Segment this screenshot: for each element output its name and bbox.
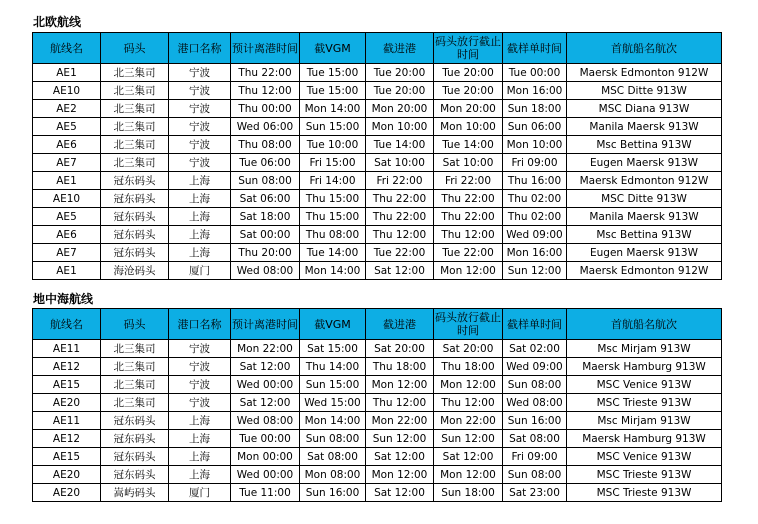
section-title-north-europe: 北欧航线 [33,15,82,29]
cell-port: 厦门 [169,262,231,280]
cell-terminal: 冠东码头 [101,208,169,226]
table-row [33,154,722,172]
cell-gate-in-cutoff: Thu 12:00 [366,226,434,244]
cell-vgm-cutoff: Thu 08:00 [300,226,366,244]
column-header-terminal: 码头 [101,33,169,64]
cell-vgm-cutoff: Sun 08:00 [300,430,366,448]
cell-port: 宁波 [169,376,231,394]
column-header-route: 航线名 [33,309,101,340]
header-row [33,33,722,64]
cell-gate-in-cutoff: Thu 22:00 [366,190,434,208]
cell-port: 宁波 [169,136,231,154]
cell-route: AE7 [33,154,101,172]
cell-etd: Sat 12:00 [231,394,300,412]
cell-si-cutoff: Sun 08:00 [503,376,567,394]
table-row [33,448,722,466]
cell-etd: Thu 08:00 [231,136,300,154]
cell-si-cutoff: Sat 02:00 [503,340,567,358]
cell-port: 宁波 [169,82,231,100]
cell-gate-in-cutoff: Thu 18:00 [366,358,434,376]
cell-release-cutoff: Thu 12:00 [434,394,503,412]
cell-etd: Thu 22:00 [231,64,300,82]
table-row [33,376,722,394]
cell-gate-in-cutoff: Sat 10:00 [366,154,434,172]
cell-first-vessel: Manila Maersk 913W [567,208,722,226]
cell-terminal: 冠东码头 [101,190,169,208]
cell-gate-in-cutoff: Sat 20:00 [366,340,434,358]
cell-si-cutoff: Fri 09:00 [503,448,567,466]
cell-port: 宁波 [169,154,231,172]
cell-first-vessel: MSC Trieste 913W [567,484,722,502]
cell-port: 宁波 [169,64,231,82]
cell-port: 宁波 [169,100,231,118]
cell-terminal: 北三集司 [101,100,169,118]
cell-vgm-cutoff: Sun 16:00 [300,484,366,502]
cell-port: 宁波 [169,118,231,136]
cell-si-cutoff: Sun 12:00 [503,262,567,280]
cell-si-cutoff: Thu 02:00 [503,190,567,208]
cell-terminal: 北三集司 [101,394,169,412]
cell-route: AE15 [33,376,101,394]
cell-release-cutoff: Mon 22:00 [434,412,503,430]
cell-terminal: 北三集司 [101,340,169,358]
cell-route: AE2 [33,100,101,118]
cell-gate-in-cutoff: Tue 22:00 [366,244,434,262]
cell-vgm-cutoff: Wed 15:00 [300,394,366,412]
column-header-gate-in-cutoff: 截进港 [366,33,434,64]
cell-route: AE15 [33,448,101,466]
cell-port: 上海 [169,190,231,208]
cell-first-vessel: Maersk Edmonton 912W [567,262,722,280]
cell-route: AE10 [33,82,101,100]
cell-si-cutoff: Thu 02:00 [503,208,567,226]
table-row [33,118,722,136]
table-row [33,484,722,502]
cell-terminal: 冠东码头 [101,412,169,430]
cell-si-cutoff: Mon 16:00 [503,82,567,100]
cell-first-vessel: MSC Ditte 913W [567,190,722,208]
cell-etd: Tue 11:00 [231,484,300,502]
cell-etd: Wed 00:00 [231,466,300,484]
cell-vgm-cutoff: Thu 15:00 [300,208,366,226]
cell-si-cutoff: Sun 16:00 [503,412,567,430]
cell-vgm-cutoff: Fri 15:00 [300,154,366,172]
cell-gate-in-cutoff: Sat 12:00 [366,262,434,280]
cell-first-vessel: MSC Trieste 913W [567,394,722,412]
table-row [33,244,722,262]
cell-si-cutoff: Thu 16:00 [503,172,567,190]
cell-first-vessel: MSC Diana 913W [567,100,722,118]
cell-first-vessel: Maersk Hamburg 913W [567,358,722,376]
table-row [33,82,722,100]
cell-etd: Thu 20:00 [231,244,300,262]
cell-terminal: 冠东码头 [101,244,169,262]
cell-release-cutoff: Mon 10:00 [434,118,503,136]
cell-terminal: 北三集司 [101,136,169,154]
cell-route: AE12 [33,430,101,448]
cell-vgm-cutoff: Fri 14:00 [300,172,366,190]
cell-first-vessel: Eugen Maersk 913W [567,244,722,262]
cell-etd: Mon 00:00 [231,448,300,466]
cell-first-vessel: Maersk Edmonton 912W [567,172,722,190]
column-header-release-cutoff: 码头放行截止时间 [434,309,503,340]
cell-route: AE1 [33,262,101,280]
cell-release-cutoff: Sat 20:00 [434,340,503,358]
column-header-first-vessel: 首航船名航次 [567,309,722,340]
cell-terminal: 北三集司 [101,376,169,394]
cell-route: AE7 [33,244,101,262]
cell-gate-in-cutoff: Sun 12:00 [366,430,434,448]
cell-first-vessel: Eugen Maersk 913W [567,154,722,172]
cell-route: AE6 [33,136,101,154]
cell-release-cutoff: Mon 12:00 [434,466,503,484]
cell-release-cutoff: Tue 22:00 [434,244,503,262]
table-row [33,136,722,154]
schedule-table-north-europe [32,32,722,280]
cell-gate-in-cutoff: Thu 12:00 [366,394,434,412]
cell-etd: Wed 08:00 [231,262,300,280]
cell-release-cutoff: Sat 12:00 [434,448,503,466]
cell-port: 厦门 [169,484,231,502]
table-row [33,358,722,376]
schedule-table-mediterranean [32,308,722,502]
cell-port: 上海 [169,244,231,262]
cell-etd: Sun 08:00 [231,172,300,190]
cell-route: AE20 [33,466,101,484]
cell-terminal: 北三集司 [101,154,169,172]
cell-vgm-cutoff: Sun 15:00 [300,376,366,394]
cell-vgm-cutoff: Sun 15:00 [300,118,366,136]
cell-port: 上海 [169,208,231,226]
cell-port: 上海 [169,430,231,448]
cell-gate-in-cutoff: Mon 20:00 [366,100,434,118]
cell-port: 宁波 [169,358,231,376]
cell-vgm-cutoff: Tue 10:00 [300,136,366,154]
cell-first-vessel: MSC Trieste 913W [567,466,722,484]
cell-route: AE11 [33,412,101,430]
cell-si-cutoff: Tue 00:00 [503,64,567,82]
cell-route: AE5 [33,208,101,226]
cell-release-cutoff: Mon 12:00 [434,376,503,394]
cell-gate-in-cutoff: Mon 22:00 [366,412,434,430]
column-header-terminal: 码头 [101,309,169,340]
cell-release-cutoff: Fri 22:00 [434,172,503,190]
cell-vgm-cutoff: Mon 14:00 [300,412,366,430]
table-row [33,100,722,118]
cell-si-cutoff: Sun 08:00 [503,466,567,484]
cell-terminal: 冠东码头 [101,226,169,244]
cell-vgm-cutoff: Thu 14:00 [300,358,366,376]
column-header-etd: 预计离港时间 [231,309,300,340]
cell-gate-in-cutoff: Fri 22:00 [366,172,434,190]
cell-etd: Sat 12:00 [231,358,300,376]
cell-release-cutoff: Sun 18:00 [434,484,503,502]
table-row [33,412,722,430]
column-header-route: 航线名 [33,33,101,64]
cell-release-cutoff: Tue 14:00 [434,136,503,154]
cell-first-vessel: Maersk Edmonton 912W [567,64,722,82]
cell-first-vessel: MSC Venice 913W [567,376,722,394]
cell-gate-in-cutoff: Tue 20:00 [366,82,434,100]
cell-terminal: 冠东码头 [101,448,169,466]
cell-etd: Tue 06:00 [231,154,300,172]
cell-route: AE6 [33,226,101,244]
cell-etd: Sat 00:00 [231,226,300,244]
table-row [33,190,722,208]
cell-etd: Sat 18:00 [231,208,300,226]
cell-si-cutoff: Wed 08:00 [503,394,567,412]
table-row [33,466,722,484]
cell-si-cutoff: Sun 18:00 [503,100,567,118]
cell-release-cutoff: Thu 22:00 [434,208,503,226]
cell-si-cutoff: Mon 10:00 [503,136,567,154]
cell-terminal: 海沧码头 [101,262,169,280]
cell-si-cutoff: Sat 23:00 [503,484,567,502]
cell-gate-in-cutoff: Tue 20:00 [366,64,434,82]
column-header-release-cutoff: 码头放行截止时间 [434,33,503,64]
cell-gate-in-cutoff: Mon 12:00 [366,376,434,394]
table-row [33,394,722,412]
cell-terminal: 北三集司 [101,64,169,82]
column-header-port: 港口名称 [169,309,231,340]
cell-route: AE11 [33,340,101,358]
cell-terminal: 北三集司 [101,118,169,136]
cell-etd: Thu 00:00 [231,100,300,118]
table-row [33,172,722,190]
cell-release-cutoff: Sat 10:00 [434,154,503,172]
cell-route: AE10 [33,190,101,208]
table-row [33,262,722,280]
table-row [33,430,722,448]
cell-port: 上海 [169,466,231,484]
cell-gate-in-cutoff: Tue 14:00 [366,136,434,154]
cell-vgm-cutoff: Mon 08:00 [300,466,366,484]
cell-release-cutoff: Tue 20:00 [434,64,503,82]
cell-release-cutoff: Thu 12:00 [434,226,503,244]
cell-si-cutoff: Wed 09:00 [503,358,567,376]
cell-vgm-cutoff: Thu 15:00 [300,190,366,208]
cell-terminal: 冠东码头 [101,172,169,190]
cell-terminal: 嵩屿码头 [101,484,169,502]
cell-vgm-cutoff: Tue 14:00 [300,244,366,262]
cell-route: AE1 [33,64,101,82]
cell-terminal: 北三集司 [101,358,169,376]
table-row [33,226,722,244]
cell-si-cutoff: Sat 08:00 [503,430,567,448]
cell-first-vessel: MSC Venice 913W [567,448,722,466]
cell-gate-in-cutoff: Sat 12:00 [366,448,434,466]
cell-si-cutoff: Fri 09:00 [503,154,567,172]
cell-first-vessel: Msc Bettina 913W [567,226,722,244]
column-header-first-vessel: 首航船名航次 [567,33,722,64]
cell-vgm-cutoff: Tue 15:00 [300,82,366,100]
cell-first-vessel: Msc Mirjam 913W [567,412,722,430]
cell-etd: Tue 00:00 [231,430,300,448]
cell-first-vessel: Manila Maersk 913W [567,118,722,136]
cell-route: AE5 [33,118,101,136]
cell-port: 上海 [169,412,231,430]
cell-release-cutoff: Mon 12:00 [434,262,503,280]
column-header-si-cutoff: 截样单时间 [503,309,567,340]
cell-terminal: 冠东码头 [101,466,169,484]
cell-gate-in-cutoff: Mon 12:00 [366,466,434,484]
cell-vgm-cutoff: Sat 15:00 [300,340,366,358]
column-header-etd: 预计离港时间 [231,33,300,64]
cell-etd: Sat 06:00 [231,190,300,208]
cell-first-vessel: MSC Ditte 913W [567,82,722,100]
cell-release-cutoff: Thu 18:00 [434,358,503,376]
cell-port: 上海 [169,448,231,466]
cell-si-cutoff: Mon 16:00 [503,244,567,262]
cell-port: 上海 [169,226,231,244]
cell-route: AE20 [33,394,101,412]
column-header-vgm-cutoff: 截VGM [300,33,366,64]
cell-route: AE12 [33,358,101,376]
cell-port: 宁波 [169,340,231,358]
cell-release-cutoff: Mon 20:00 [434,100,503,118]
cell-vgm-cutoff: Tue 15:00 [300,64,366,82]
cell-release-cutoff: Sun 12:00 [434,430,503,448]
column-header-vgm-cutoff: 截VGM [300,309,366,340]
cell-route: AE20 [33,484,101,502]
cell-etd: Wed 08:00 [231,412,300,430]
cell-release-cutoff: Thu 22:00 [434,190,503,208]
cell-etd: Wed 00:00 [231,376,300,394]
column-header-gate-in-cutoff: 截进港 [366,309,434,340]
column-header-port: 港口名称 [169,33,231,64]
cell-release-cutoff: Tue 20:00 [434,82,503,100]
cell-first-vessel: Maersk Hamburg 913W [567,430,722,448]
cell-terminal: 冠东码头 [101,430,169,448]
cell-route: AE1 [33,172,101,190]
table-row [33,208,722,226]
cell-si-cutoff: Wed 09:00 [503,226,567,244]
table-row [33,340,722,358]
cell-etd: Wed 06:00 [231,118,300,136]
cell-first-vessel: Msc Mirjam 913W [567,340,722,358]
cell-etd: Mon 22:00 [231,340,300,358]
cell-terminal: 北三集司 [101,82,169,100]
section-title-mediterranean: 地中海航线 [33,292,94,306]
cell-vgm-cutoff: Sat 08:00 [300,448,366,466]
column-header-si-cutoff: 截样单时间 [503,33,567,64]
cell-gate-in-cutoff: Thu 22:00 [366,208,434,226]
cell-vgm-cutoff: Mon 14:00 [300,262,366,280]
cell-first-vessel: Msc Bettina 913W [567,136,722,154]
header-row [33,309,722,340]
cell-gate-in-cutoff: Sat 12:00 [366,484,434,502]
cell-si-cutoff: Sun 06:00 [503,118,567,136]
cell-gate-in-cutoff: Mon 10:00 [366,118,434,136]
cell-etd: Thu 12:00 [231,82,300,100]
table-row [33,64,722,82]
cell-port: 宁波 [169,394,231,412]
cell-port: 上海 [169,172,231,190]
cell-vgm-cutoff: Mon 14:00 [300,100,366,118]
